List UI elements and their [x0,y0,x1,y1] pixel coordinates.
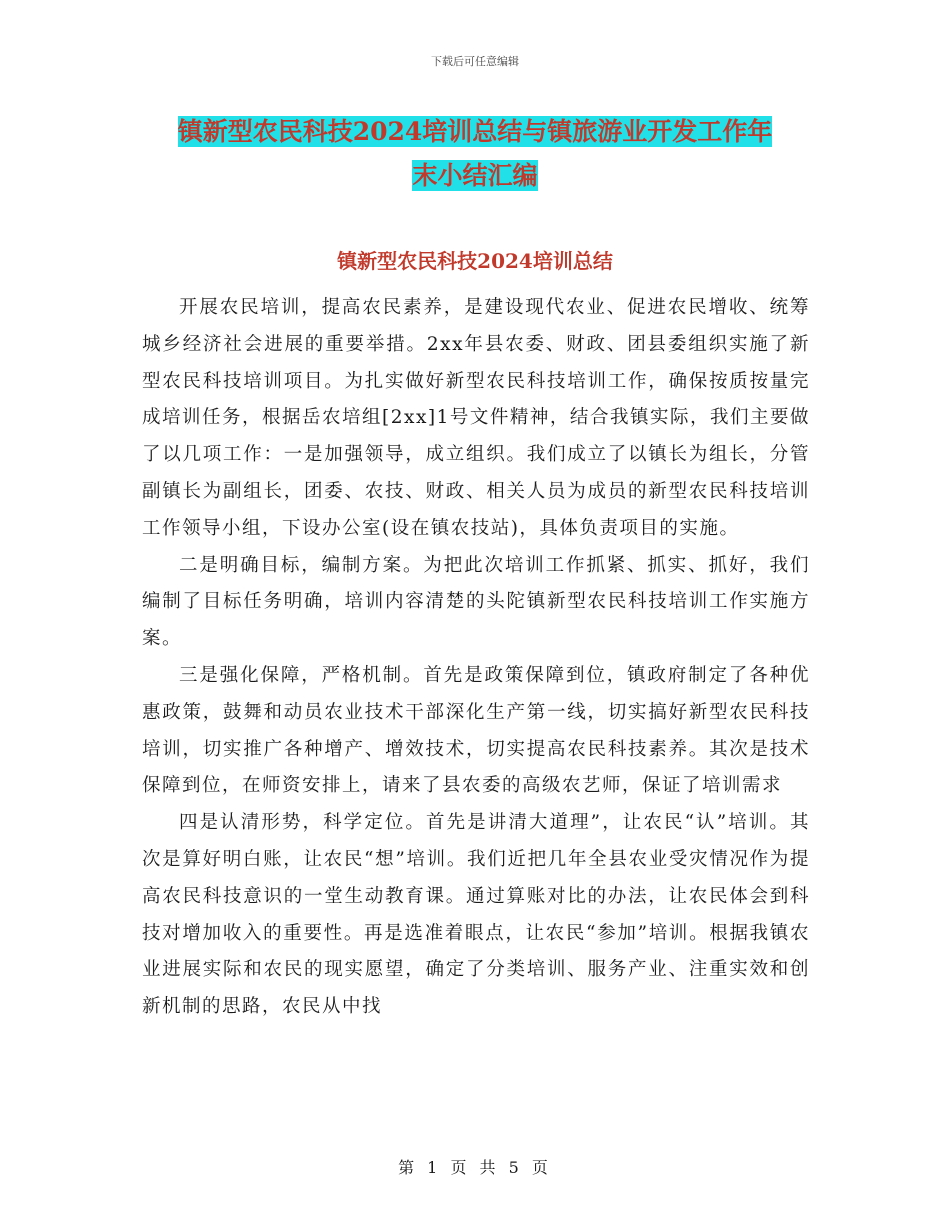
document-title [0,110,950,198]
paragraph: 三是强化保障，严格机制。首先是政策保障到位，镇政府制定了各种优惠政策，鼓舞和动员农业技术干部深化生产第一线，切实搞好新型农民科技培训，切实推广各种增产、增效技术，切实提高农民科技素养。其次是技术保障到位，在师资安排上，请来了县农委的高级农艺师，保证了培训需求 [142,664,810,797]
page-indicator: 第 1 页 共 5 页 [398,1158,552,1177]
paragraph: 开展农民培训，提高农民素养，是建设现代农业、促进农民增收、统筹城乡经济社会进展的重要举措。2xx年县农委、财政、团县委组织实施了新型农民科技培训项目。为扎实做好新型农民科技培训工作，确保按质按量完成培训任务，根据岳农培组[2xx]1号文件精神，结合我镇实际，我们主要做了以几项工作：一是加强领导，成立组织。我们成立了以镇长为组长，分管副镇长为副组长，团委、农技、财政、相关人员为成员的新型农民科技培训工作领导小组，下设办公室(设在镇农技站)，具体负责项目的实施。 [142,297,810,539]
document-body [142,290,810,1026]
title-line-1: 镇新型农民科技2024培训总结与镇旅游业开发工作年 [177,117,773,146]
title-line-2: 末小结汇编 [412,161,538,190]
header-note: 下载后可任意编辑 [431,55,519,68]
paragraph: 四是认清形势，科学定位。首先是讲清大道理”，让农民“认”培训。其次是算好明白账，让农民“想”培训。我们近把几年全县农业受灾情况作为提高农民科技意识的一堂生动教育课。通过算账对比的办法，让农民体会到科技对增加收入的重要性。再是选准着眼点，让农民“参加”培训。根据我镇农业进展实际和农民的现实愿望，确定了分类培训、服务产业、注重实效和创新机制的思路，农民从中找 [142,812,810,1018]
paragraph: 二是明确目标，编制方案。为把此次培训工作抓紧、抓实、抓好，我们编制了目标任务明确，培训内容清楚的头陀镇新型农民科技培训工作实施方案。 [142,554,810,650]
section-title: 镇新型农民科技2024培训总结 [337,249,613,273]
